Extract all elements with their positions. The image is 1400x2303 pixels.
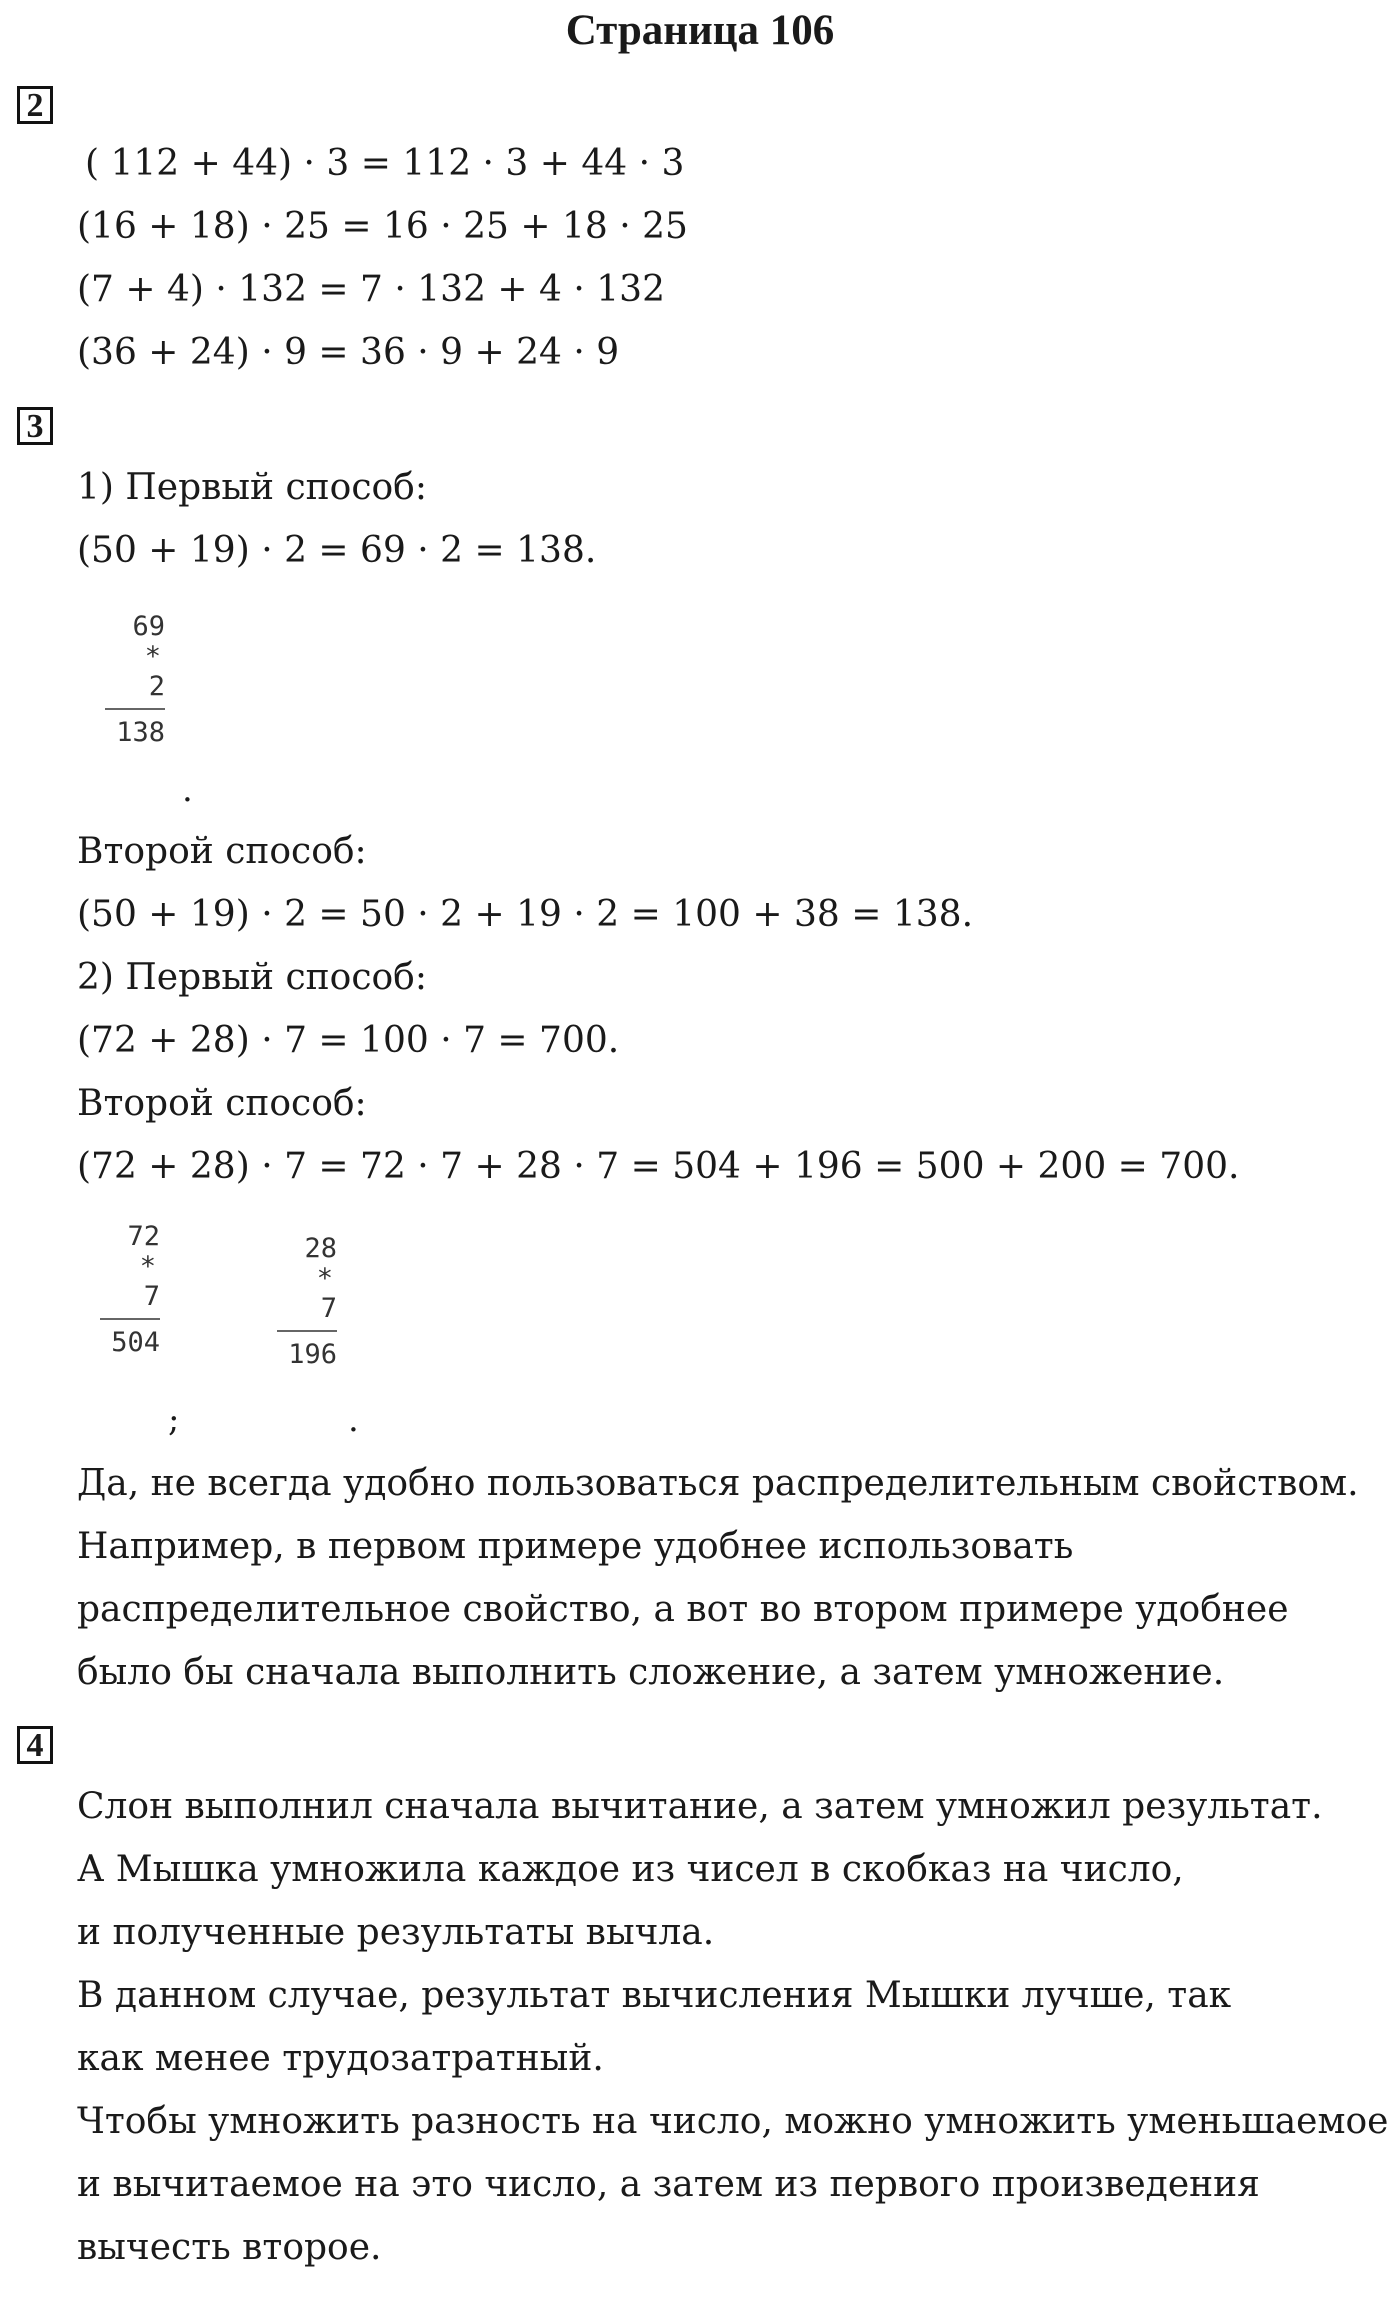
equation-line: (16 + 18) · 25 = 16 · 25 + 18 · 25 bbox=[77, 206, 688, 247]
task-number-badge: 3 bbox=[17, 407, 53, 445]
equation-line: (72 + 28) · 7 = 72 · 7 + 28 · 7 = 504 + 196 = 500 + 200 = 700. bbox=[77, 1146, 1240, 1187]
column-punctuation: ; bbox=[168, 1400, 180, 1440]
text-line: Чтобы умножить разность на число, можно умножить уменьшаемое bbox=[77, 2101, 1389, 2142]
column-multiplicand: 72 bbox=[127, 1221, 160, 1252]
text-line: и полученные результаты вычла. bbox=[77, 1912, 715, 1953]
column-result: 196 bbox=[288, 1339, 337, 1370]
column-operator: * bbox=[316, 1263, 333, 1294]
equation-line: (50 + 19) · 2 = 69 · 2 = 138. bbox=[77, 530, 597, 571]
text-line: Слон выполнил сначала вычитание, а затем умножил результат. bbox=[77, 1786, 1323, 1827]
text-line: вычесть второе. bbox=[77, 2227, 382, 2268]
text-line: 2) Первый способ: bbox=[77, 957, 427, 998]
equation-line: (72 + 28) · 7 = 100 · 7 = 700. bbox=[77, 1020, 620, 1061]
text-line: Второй способ: bbox=[77, 831, 367, 872]
column-result: 138 bbox=[116, 717, 165, 748]
column-multiplier: 7 bbox=[143, 1281, 160, 1312]
column-multiplication bbox=[105, 612, 165, 748]
text-line: Да, не всегда удобно пользоваться распределительным свойством. bbox=[77, 1463, 1359, 1504]
column-divider bbox=[100, 1318, 160, 1320]
text-line: как менее трудозатратный. bbox=[77, 2038, 604, 2079]
column-multiplicand: 69 bbox=[132, 611, 165, 642]
column-multiplication bbox=[100, 1222, 160, 1358]
text-line: 1) Первый способ: bbox=[77, 467, 427, 508]
column-multiplication bbox=[277, 1234, 337, 1370]
column-multiplicand: 28 bbox=[304, 1233, 337, 1264]
text-line: распределительное свойство, а вот во втором примере удобнее bbox=[77, 1589, 1289, 1630]
task-number-badge: 2 bbox=[17, 86, 53, 124]
column-multiplier: 7 bbox=[320, 1293, 337, 1324]
equation-line: (50 + 19) · 2 = 50 · 2 + 19 · 2 = 100 + 38 = 138. bbox=[77, 894, 974, 935]
text-line: А Мышка умножила каждое из чисел в скобказ на число, bbox=[77, 1849, 1184, 1890]
task-number-badge: 4 bbox=[17, 1726, 53, 1764]
column-result: 504 bbox=[111, 1327, 160, 1358]
column-divider bbox=[105, 708, 165, 710]
column-punctuation: . bbox=[182, 770, 193, 810]
equation-line: (36 + 24) · 9 = 36 · 9 + 24 · 9 bbox=[77, 332, 620, 373]
column-divider bbox=[277, 1330, 337, 1332]
column-operator: * bbox=[139, 1251, 156, 1282]
equation-line: (7 + 4) · 132 = 7 · 132 + 4 · 132 bbox=[77, 269, 665, 310]
text-line: Например, в первом примере удобнее использовать bbox=[77, 1526, 1074, 1567]
text-line: Второй способ: bbox=[77, 1083, 367, 1124]
equation-line: ( 112 + 44) · 3 = 112 · 3 + 44 · 3 bbox=[85, 143, 685, 184]
text-line: и вычитаемое на это число, а затем из первого произведения bbox=[77, 2164, 1260, 2205]
column-multiplier: 2 bbox=[148, 671, 165, 702]
column-operator: * bbox=[144, 641, 161, 672]
text-line: В данном случае, результат вычисления Мышки лучше, так bbox=[77, 1975, 1232, 2016]
text-line: было бы сначала выполнить сложение, а затем умножение. bbox=[77, 1652, 1225, 1693]
column-punctuation: . bbox=[348, 1400, 359, 1440]
page-title: Страница 106 bbox=[565, 7, 835, 54]
